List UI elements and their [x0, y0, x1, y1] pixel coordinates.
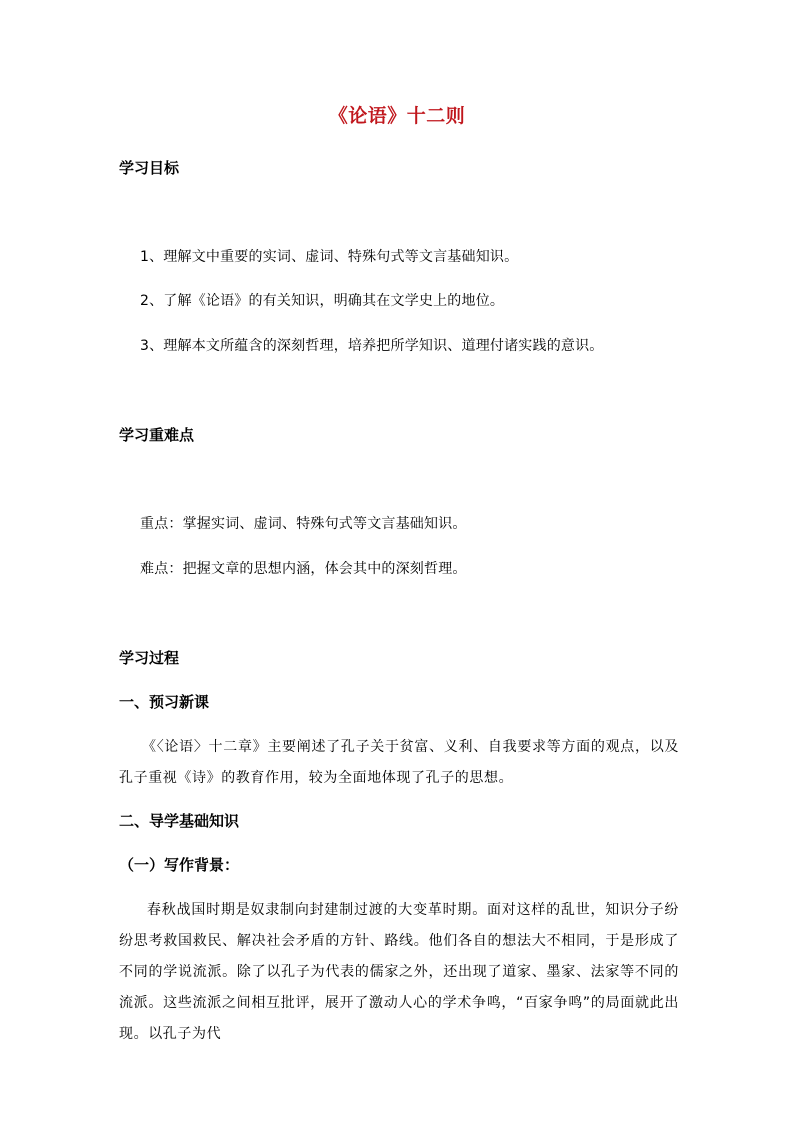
- preview-paragraph: 《〈论语〉十二章》主要阐述了孔子关于贫富、义利、自我要求等方面的观点，以及孔子重视《诗》的教育作用，较为全面地体现了孔子的思想。: [119, 739, 679, 786]
- subheading-basics: 二、导学基础知识: [119, 812, 240, 830]
- section-heading-key-points: 学习重难点: [119, 426, 195, 444]
- goal-item-3: 3、理解本文所蕴含的深刻哲理，培养把所学知识、道理付诸实践的意识。: [140, 338, 604, 354]
- page-title: 《论语》十二则: [328, 105, 466, 127]
- subheading-preview: 一、预习新课: [119, 693, 210, 711]
- goal-item-2: 2、了解《论语》的有关知识，明确其在文学史上的地位。: [140, 293, 505, 309]
- key-point-important: 重点：掌握实词、虚词、特殊句式等文言基础知识。: [140, 516, 467, 532]
- section-heading-process: 学习过程: [119, 649, 180, 667]
- key-point-difficult: 难点：把握文章的思想内涵，体会其中的深刻哲理。: [140, 561, 467, 577]
- subheading-background: （一）写作背景：: [119, 856, 240, 874]
- background-paragraph: 春秋战国时期是奴隶制向封建制过渡的大变革时期。面对这样的乱世，知识分子纷纷思考救国救民、解决社会矛盾的方针、路线。他们各自的想法大不相同，于是形成了不同的学说流派。除了以孔子为代表的儒家之外，还出现了道家、墨家、法家等不同的流派。这些流派之间相互批评，展开了激动人心的学术争鸣，“百家争鸣”的局面就此出现。以孔子为代: [119, 902, 679, 1042]
- section-heading-goals: 学习目标: [119, 159, 180, 177]
- goal-item-1: 1、理解文中重要的实词、虚词、特殊句式等文言基础知识。: [140, 249, 519, 265]
